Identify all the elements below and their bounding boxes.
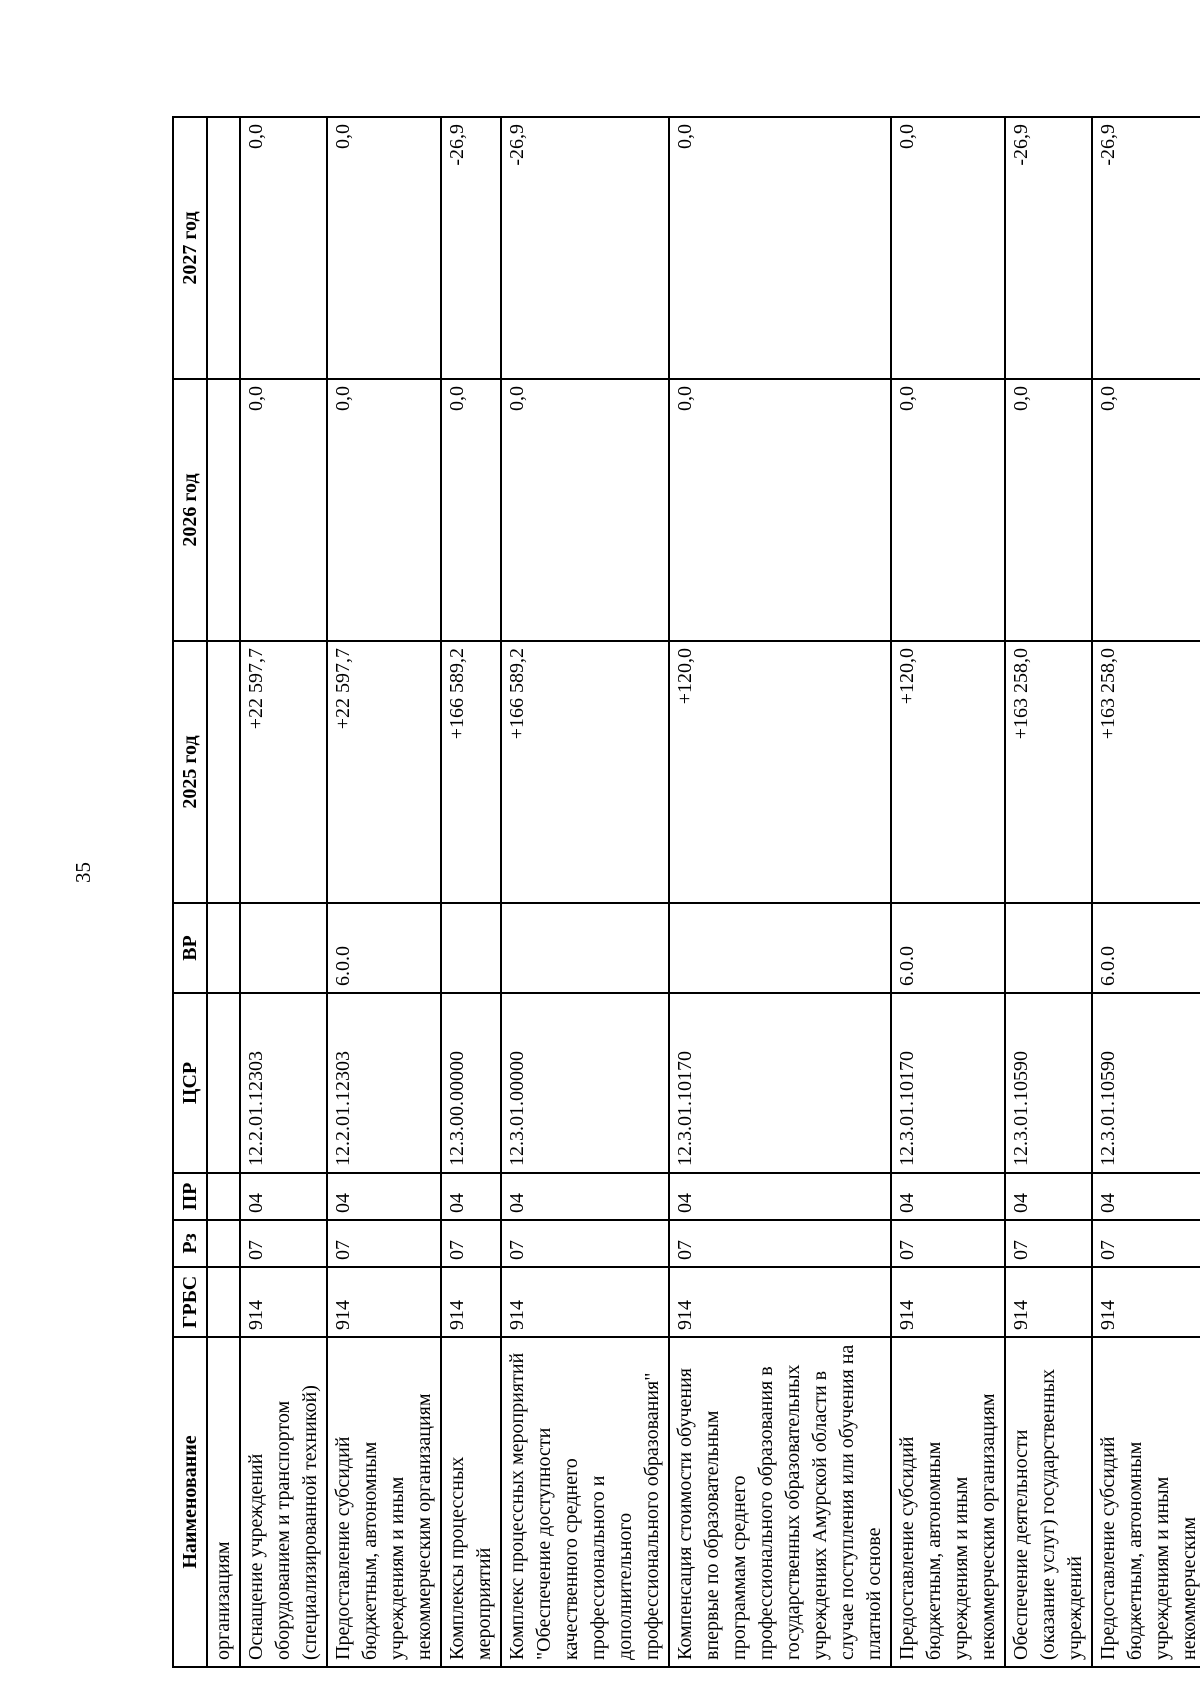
cell-name: Предоставление субсидий бюджетным, автономным учреждениям и иным некоммерческим [1092,1337,1200,1667]
rotated-table-container [172,118,1200,1668]
cell-vr [207,903,240,993]
table-row [669,117,891,1667]
cell-y2026: 0,0 [669,379,891,641]
table-row [441,117,501,1667]
cell-grbs: 914 [1092,1267,1200,1337]
cell-pr: 04 [1005,1173,1092,1220]
table-row [891,117,1005,1667]
cell-csr: 12.3.01.10590 [1092,993,1200,1173]
cell-name: Обеспечение деятельности (оказание услуг) государственных учреждений [1005,1337,1092,1667]
cell-csr: 12.3.01.10170 [891,993,1005,1173]
cell-grbs: 914 [891,1267,1005,1337]
cell-y2026: 0,0 [501,379,669,641]
table-row [501,117,669,1667]
cell-name: Комплексы процессных мероприятий [441,1337,501,1667]
budget-table [172,116,1200,1668]
cell-name: организациям [207,1337,240,1667]
header-vr: ВР [173,903,207,993]
cell-pr: 04 [891,1173,1005,1220]
cell-vr: 6.0.0 [327,903,441,993]
page-number: 35 [71,862,95,883]
cell-name: Компенсация стоимости обучения впервые по образовательным программам среднего профессионального образования в государственных образовательных учреждениях Амурской области в случае поступления или обучения на платной основе [669,1337,891,1667]
cell-csr: 12.3.00.00000 [441,993,501,1173]
cell-y2027: -26,9 [441,117,501,379]
cell-y2027: 0,0 [240,117,327,379]
cell-y2025: +120,0 [891,641,1005,903]
cell-grbs [207,1267,240,1337]
table-row [207,117,240,1667]
cell-name: Комплекс процессных мероприятий "Обеспечение доступности качественного среднего профессионального и дополнительного профессионального образования" [501,1337,669,1667]
cell-pr: 04 [501,1173,669,1220]
cell-y2025: +166 589,2 [441,641,501,903]
cell-csr: 12.2.01.12303 [327,993,441,1173]
cell-y2025: +163 258,0 [1092,641,1200,903]
cell-y2027: 0,0 [669,117,891,379]
cell-name: Предоставление субсидий бюджетным, автономным учреждениям и иным некоммерческим организациям [891,1337,1005,1667]
cell-grbs: 914 [669,1267,891,1337]
cell-y2027: 0,0 [891,117,1005,379]
cell-rz: 07 [669,1220,891,1267]
header-2026: 2026 год [173,379,207,641]
table-header-row [173,117,207,1667]
cell-y2025: +163 258,0 [1005,641,1092,903]
header-csr: ЦСР [173,993,207,1173]
cell-y2027: 0,0 [327,117,441,379]
cell-name: Предоставление субсидий бюджетным, автономным учреждениям и иным некоммерческим организациям [327,1337,441,1667]
cell-csr: 12.3.01.10170 [669,993,891,1173]
cell-rz: 07 [501,1220,669,1267]
cell-grbs: 914 [441,1267,501,1337]
header-name: Наименование [173,1337,207,1667]
cell-pr: 04 [441,1173,501,1220]
cell-vr [441,903,501,993]
cell-y2026: 0,0 [1005,379,1092,641]
header-2025: 2025 год [173,641,207,903]
cell-rz: 07 [240,1220,327,1267]
cell-y2025: +166 589,2 [501,641,669,903]
cell-pr: 04 [240,1173,327,1220]
cell-vr: 6.0.0 [1092,903,1200,993]
cell-y2026: 0,0 [240,379,327,641]
cell-y2026 [207,379,240,641]
cell-y2027 [207,117,240,379]
cell-pr: 04 [1092,1173,1200,1220]
cell-csr: 12.2.01.12303 [240,993,327,1173]
cell-name: Оснащение учреждений оборудованием и транспортом (специализированной техникой) [240,1337,327,1667]
header-grbs: ГРБС [173,1267,207,1337]
cell-vr [501,903,669,993]
cell-vr [240,903,327,993]
header-rz: Рз [173,1220,207,1267]
table-row [240,117,327,1667]
cell-vr [669,903,891,993]
cell-y2027: -26,9 [1005,117,1092,379]
cell-y2027: -26,9 [1092,117,1200,379]
cell-pr: 04 [327,1173,441,1220]
cell-rz [207,1220,240,1267]
cell-grbs: 914 [240,1267,327,1337]
cell-y2026: 0,0 [327,379,441,641]
cell-pr [207,1173,240,1220]
cell-y2025: +22 597,7 [327,641,441,903]
cell-y2027: -26,9 [501,117,669,379]
cell-y2026: 0,0 [1092,379,1200,641]
cell-grbs: 914 [1005,1267,1092,1337]
table-row [1005,117,1092,1667]
cell-rz: 07 [1005,1220,1092,1267]
cell-vr [1005,903,1092,993]
table-row [327,117,441,1667]
table-row [1092,117,1200,1667]
cell-vr: 6.0.0 [891,903,1005,993]
cell-rz: 07 [1092,1220,1200,1267]
cell-rz: 07 [327,1220,441,1267]
cell-grbs: 914 [327,1267,441,1337]
cell-rz: 07 [441,1220,501,1267]
cell-csr: 12.3.01.00000 [501,993,669,1173]
cell-csr: 12.3.01.10590 [1005,993,1092,1173]
cell-y2025 [207,641,240,903]
cell-pr: 04 [669,1173,891,1220]
cell-rz: 07 [891,1220,1005,1267]
cell-csr [207,993,240,1173]
header-2027: 2027 год [173,117,207,379]
cell-y2025: +22 597,7 [240,641,327,903]
cell-y2026: 0,0 [441,379,501,641]
cell-y2026: 0,0 [891,379,1005,641]
header-pr: ПР [173,1173,207,1220]
cell-y2025: +120,0 [669,641,891,903]
cell-grbs: 914 [501,1267,669,1337]
